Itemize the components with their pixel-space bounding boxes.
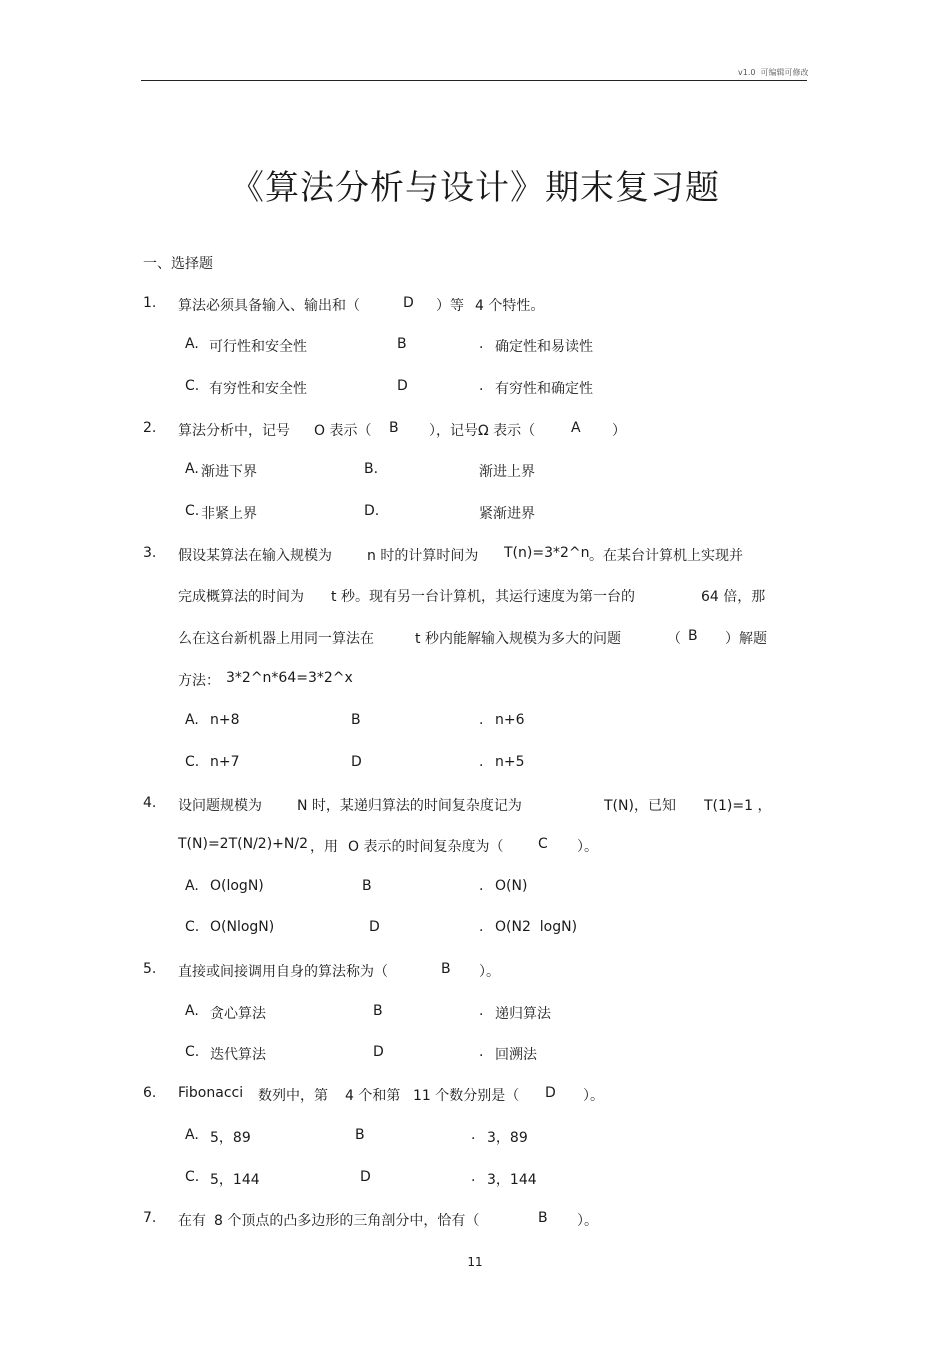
option-letter: C.: [185, 503, 200, 519]
option-text: 渐进上界: [479, 464, 535, 480]
option-letter: B: [351, 712, 361, 728]
question-text: ）: [612, 423, 626, 439]
question-text: T(1)=1 ，: [704, 798, 772, 814]
question-text: ，用: [310, 839, 338, 855]
question-text: t 秒内能解输入规模为多大的问题: [415, 631, 621, 647]
option-dot: .: [471, 1169, 476, 1185]
question-text: 数列中，第: [258, 1088, 328, 1104]
option-text: n+5: [495, 754, 525, 770]
question-text: 完成概算法的时间为: [178, 589, 304, 605]
question-text: 算法必须具备输入、输出和（: [178, 298, 360, 314]
option-dot: .: [479, 712, 484, 728]
question-number: 1.: [143, 295, 157, 311]
question-text: N 时，某递归算法的时间复杂度记为: [297, 798, 522, 814]
option-letter: A.: [185, 1003, 199, 1019]
answer: A: [571, 420, 581, 436]
question-number: 2.: [143, 420, 157, 436]
option-letter: A.: [185, 712, 199, 728]
option-text: O(logN): [210, 878, 264, 894]
option-text: 5，89: [210, 1130, 251, 1146]
option-text: 紧渐进界: [479, 506, 535, 522]
option-text: 可行性和安全性: [209, 339, 307, 355]
option-text: 5，144: [210, 1172, 260, 1188]
option-text: 有穷性和确定性: [495, 381, 593, 397]
option-text: 非紧上界: [201, 506, 257, 522]
option-letter: D: [369, 919, 380, 935]
question-text: 直接或间接调用自身的算法称为（: [178, 964, 388, 980]
question-text: O 表示的时间复杂度为（: [348, 839, 504, 855]
question-text: 64 倍，那: [701, 589, 766, 605]
option-letter: B: [373, 1003, 383, 1019]
option-letter: D: [397, 378, 408, 394]
question-text: 8 个顶点的凸多边形的三角剖分中，恰有（: [214, 1213, 480, 1229]
question-number: 6.: [143, 1085, 157, 1101]
question-text: ）。: [577, 839, 598, 855]
question-text: 假设某算法在输入规模为: [178, 548, 332, 564]
option-text: 3，144: [487, 1172, 537, 1188]
answer: C: [538, 836, 548, 852]
option-letter: A.: [185, 336, 199, 352]
question-text: T(N)=2T(N/2)+N/2: [178, 836, 308, 852]
answer: D: [403, 295, 414, 311]
option-text: 递归算法: [495, 1006, 551, 1022]
question-text: 。在某台计算机上实现并: [589, 548, 743, 564]
question-text: 算法分析中，记号: [178, 423, 290, 439]
option-text: O(NlogN): [210, 919, 275, 935]
option-text: 回溯法: [495, 1047, 537, 1063]
answer: B: [441, 961, 451, 977]
section-heading: 一、选择题: [143, 256, 213, 272]
question-text: （: [667, 631, 681, 647]
option-letter: C.: [185, 1044, 200, 1060]
question-text: 11 个数分别是（: [413, 1088, 520, 1104]
question-text: n 时的计算时间为: [367, 548, 479, 564]
option-text: 3，89: [487, 1130, 528, 1146]
page-number: 11: [467, 1255, 483, 1269]
option-text: n+7: [210, 754, 240, 770]
option-text: 渐进下界: [201, 464, 257, 480]
option-letter: C.: [185, 754, 200, 770]
option-letter: B: [397, 336, 407, 352]
document-title: 《算法分析与设计》期末复习题: [230, 168, 720, 208]
option-letter: D: [373, 1044, 384, 1060]
option-dot: .: [479, 1003, 484, 1019]
question-text: 方法：: [178, 673, 220, 689]
question-text: T(N)，已知: [604, 798, 676, 814]
question-text: 在有: [178, 1213, 206, 1229]
option-letter: A.: [185, 461, 199, 477]
version-note: v1.0 可编辑可修改: [738, 68, 809, 77]
option-text: O(N): [495, 878, 528, 894]
option-dot: .: [479, 754, 484, 770]
option-letter: B: [362, 878, 372, 894]
option-dot: .: [479, 919, 484, 935]
option-letter: B: [355, 1127, 365, 1143]
question-text: ）解题: [725, 631, 767, 647]
answer: B: [688, 628, 698, 644]
option-dot: .: [479, 878, 484, 894]
option-letter: C.: [185, 919, 200, 935]
option-text: 贪心算法: [210, 1006, 266, 1022]
option-text: 迭代算法: [210, 1047, 266, 1063]
option-letter: B.: [364, 461, 379, 477]
question-text: ）。: [583, 1088, 604, 1104]
option-letter: C.: [185, 378, 200, 394]
option-text: 有穷性和安全性: [209, 381, 307, 397]
question-text: ），记号Ω 表示（: [429, 423, 536, 439]
option-text: n+6: [495, 712, 525, 728]
question-text: T(n)=3*2^n: [504, 545, 590, 561]
answer: B: [389, 420, 399, 436]
answer: D: [545, 1085, 556, 1101]
option-letter: A.: [185, 1127, 199, 1143]
question-text: ）。: [577, 1213, 598, 1229]
question-number: 3.: [143, 545, 157, 561]
option-letter: C.: [185, 1169, 200, 1185]
option-dot: .: [471, 1127, 476, 1143]
option-dot: .: [479, 1044, 484, 1060]
question-number: 7.: [143, 1210, 157, 1226]
question-number: 5.: [143, 961, 157, 977]
question-text: 3*2^n*64=3*2^x: [226, 670, 353, 686]
question-text: t 秒。现有另一台计算机，其运行速度为第一台的: [331, 589, 635, 605]
option-text: 确定性和易读性: [495, 339, 593, 355]
header-rule: [141, 80, 807, 81]
question-text: ）。: [479, 964, 500, 980]
option-text: n+8: [210, 712, 240, 728]
option-letter: D: [351, 754, 362, 770]
option-dot: .: [479, 336, 484, 352]
option-letter: D.: [364, 503, 380, 519]
option-text: O(N2 logN): [495, 919, 578, 935]
option-letter: A.: [185, 878, 199, 894]
question-text: 么在这台新机器上用同一算法在: [178, 631, 374, 647]
question-text: 4 个和第: [345, 1088, 401, 1104]
question-text: ）等: [436, 298, 464, 314]
question-text: Fibonacci: [178, 1085, 244, 1101]
question-text: 设问题规模为: [178, 798, 262, 814]
option-letter: D: [360, 1169, 371, 1185]
question-text: 4 个特性。: [475, 298, 545, 314]
question-number: 4.: [143, 795, 157, 811]
option-dot: .: [479, 378, 484, 394]
answer: B: [538, 1210, 548, 1226]
question-text: O 表示（: [314, 423, 372, 439]
